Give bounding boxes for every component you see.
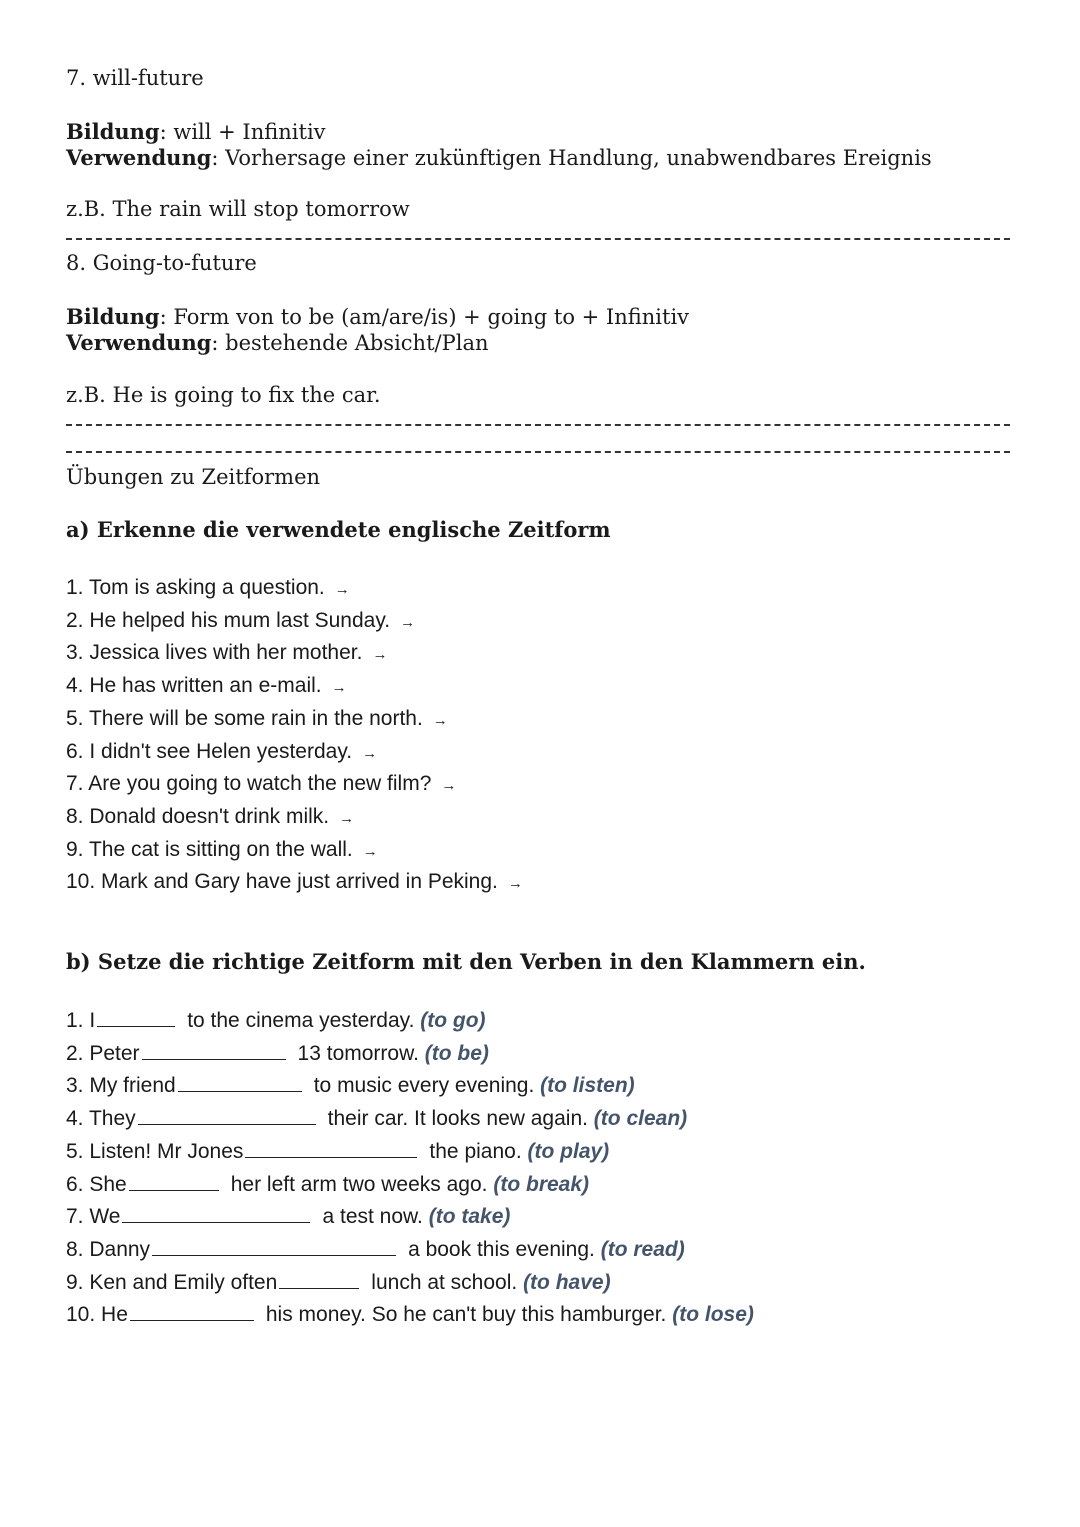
verb-hint: (to break) (493, 1172, 590, 1196)
answer-blank[interactable] (138, 1106, 316, 1125)
verb-hint: (to read) (600, 1237, 685, 1261)
exercise-b-item (66, 1172, 589, 1197)
verb-hint: (to play) (527, 1139, 610, 1163)
exercise-b-subject: 2. Peter (66, 1041, 140, 1065)
exercise-b-item (66, 1073, 635, 1098)
answer-blank[interactable] (130, 1302, 254, 1321)
verb-hint: (to listen) (540, 1074, 635, 1098)
exercise-a-text: 2. He helped his mum last Sunday. (66, 608, 391, 632)
answer-blank[interactable] (152, 1237, 396, 1256)
exercise-b-subject: 3. My friend (66, 1074, 176, 1098)
bildung-text: : Form von to be (am/are/is) + going to + Infinitiv (159, 305, 690, 329)
exercise-b-rest: to music every evening. (313, 1074, 541, 1098)
exercise-a-text: 4. He has written an e-mail. (66, 674, 322, 698)
section8-bildung (66, 304, 689, 329)
exercise-a-item (66, 740, 377, 764)
section8-title: 8. Going-to-future (66, 251, 257, 275)
exercise-a-text: 1. Tom is asking a question. (66, 576, 325, 599)
part-a-heading: a) Erkenne die verwendete englische Zeitform (66, 517, 611, 542)
exercise-b-subject: 10. He (66, 1303, 128, 1327)
answer-blank[interactable] (97, 1008, 175, 1027)
exercise-b-item (66, 1204, 510, 1229)
answer-blank[interactable] (245, 1139, 417, 1158)
exercise-b-rest: 13 tomorrow. (297, 1041, 425, 1065)
exercise-b-subject: 1. I (66, 1009, 96, 1032)
exercise-a-item (66, 870, 523, 894)
exercise-b-item (66, 1270, 611, 1295)
exercise-a-text: 10. Mark and Gary have just arrived in Peking. (66, 870, 498, 894)
exercise-b-subject: 6. She (66, 1172, 127, 1196)
exercise-b-rest: their car. It looks new again. (327, 1107, 594, 1131)
arrow-icon: → (441, 777, 457, 795)
section7-verwendung (66, 145, 932, 170)
exercise-a-text: 5. There will be some rain in the north. (66, 706, 423, 730)
answer-blank[interactable] (122, 1204, 310, 1223)
section8-example: z.B. He is going to fix the car. (66, 383, 381, 407)
exercise-a-text: 3. Jessica lives with her mother. (66, 641, 363, 665)
verwendung-label: Verwendung (66, 145, 212, 170)
divider (66, 451, 1010, 453)
bildung-label: Bildung (66, 119, 160, 144)
arrow-icon: → (362, 842, 378, 860)
arrow-icon: → (339, 809, 355, 827)
verwendung-text: : Vorhersage einer zukünftigen Handlung, unabwendbares Ereignis (211, 146, 932, 170)
divider (66, 424, 1010, 426)
arrow-icon: → (372, 646, 388, 664)
answer-blank[interactable] (142, 1041, 286, 1060)
exercise-a-text: 7. Are you going to watch the new film? (66, 772, 432, 796)
exercise-a-text: 6. I didn't see Helen yesterday. (66, 739, 353, 763)
exercise-b-item (66, 1237, 685, 1262)
exercise-b-subject: 4. They (66, 1107, 136, 1131)
verb-hint: (to lose) (672, 1303, 754, 1327)
exercise-a-text: 8. Donald doesn't drink milk. (66, 804, 330, 828)
arrow-icon: → (400, 613, 416, 631)
verwendung-label: Verwendung (66, 330, 212, 355)
section7-example: z.B. The rain will stop tomorrow (66, 197, 410, 221)
section7-bildung (66, 119, 326, 144)
answer-blank[interactable] (178, 1073, 302, 1092)
verb-hint: (to be) (424, 1041, 489, 1065)
answer-blank[interactable] (279, 1270, 359, 1289)
arrow-icon: → (331, 679, 347, 697)
verb-hint: (to go) (420, 1009, 486, 1032)
arrow-icon: → (507, 875, 523, 893)
exercise-a-text: 9. The cat is sitting on the wall. (66, 837, 353, 861)
exercise-b-rest: her left arm two weeks ago. (230, 1172, 494, 1196)
bildung-text: : will + Infinitiv (159, 120, 326, 144)
exercise-b-rest: to the cinema yesterday. (187, 1009, 421, 1032)
part-b-heading: b) Setze die richtige Zeitform mit den Verben in den Klammern ein. (66, 949, 866, 974)
exercise-a-item (66, 609, 415, 633)
exercise-a-item (66, 641, 387, 665)
exercise-b-subject: 9. Ken and Emily often (66, 1270, 278, 1294)
exercises-title: Übungen zu Zeitformen (66, 465, 321, 489)
exercise-b-rest: his money. So he can't buy this hamburger. (265, 1303, 673, 1327)
exercise-b-rest: a book this evening. (408, 1237, 601, 1261)
exercise-b-subject: 8. Danny (66, 1237, 151, 1261)
bildung-label: Bildung (66, 304, 160, 329)
verwendung-text: : bestehende Absicht/Plan (211, 331, 489, 355)
exercise-b-subject: 5. Listen! Mr Jones (66, 1139, 244, 1163)
exercise-a-item (66, 576, 350, 600)
verb-hint: (to take) (428, 1205, 511, 1229)
exercise-b-item (66, 1041, 489, 1066)
exercise-a-item (66, 707, 448, 731)
section8-verwendung (66, 330, 489, 355)
exercise-a-item (66, 838, 378, 862)
exercise-a-item (66, 805, 354, 829)
arrow-icon: → (334, 581, 350, 598)
answer-blank[interactable] (129, 1172, 219, 1191)
exercise-b-item (66, 1008, 486, 1033)
exercise-b-rest: lunch at school. (371, 1270, 524, 1294)
exercise-b-item (66, 1106, 687, 1131)
divider (66, 238, 1010, 240)
exercise-a-item (66, 674, 347, 698)
section7-title: 7. will-future (66, 66, 204, 90)
verb-hint: (to clean) (593, 1107, 688, 1131)
arrow-icon: → (432, 711, 448, 729)
exercise-b-item (66, 1139, 609, 1164)
exercise-b-rest: a test now. (322, 1205, 429, 1229)
exercise-b-subject: 7. We (66, 1205, 121, 1229)
verb-hint: (to have) (523, 1270, 611, 1294)
exercise-b-item (66, 1302, 754, 1327)
exercise-b-rest: the piano. (429, 1139, 528, 1163)
exercise-a-item (66, 772, 456, 796)
arrow-icon: → (362, 744, 378, 762)
